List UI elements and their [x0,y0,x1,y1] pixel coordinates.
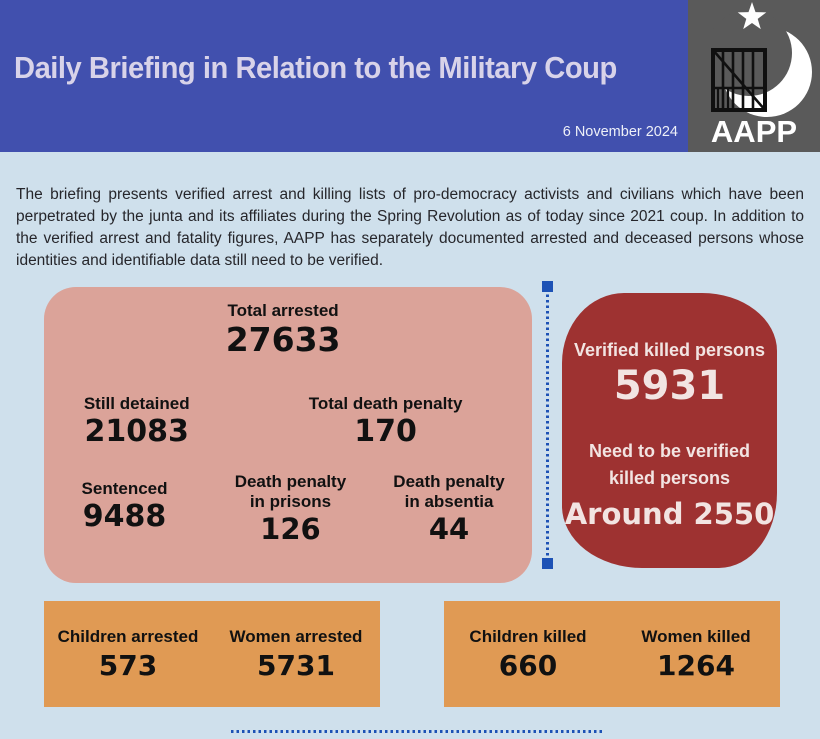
stat-value: 44 [428,512,470,547]
stat-value-need-verified-killed: Around 2550 [564,497,775,531]
stat-value: 170 [354,414,417,450]
stat-label: Women killed [641,626,751,646]
arrest-stats-panel [44,287,532,583]
stat-value: 660 [498,648,558,682]
dotted-divider-vertical [542,281,553,569]
stat-children-arrested [44,627,212,682]
stat-label: Women arrested [229,626,363,646]
crescent-star-prison-bars-icon [688,0,820,152]
stat-label: Sentenced [81,479,168,498]
stat-label: Need to be verified killed persons [588,441,751,488]
stat-label: Total arrested [227,301,339,320]
stat-value: 27633 [225,320,341,360]
stat-women-arrested [212,627,380,682]
stat-sentenced [82,479,168,533]
stat-value: 1264 [657,648,735,682]
intro-paragraph: The briefing presents verified arrest and killing lists of pro-democracy activists and civilians which have been perpetrated by the junta and its affiliates during the Spring Revolution as of today since 2021 coup. In addition to the verified arrest and fatality figures, AAPP has separately documented arrested and deceased persons whose identities and identifiable data still need to be verified. [16,186,804,269]
stat-label: Children killed [469,626,587,646]
stat-label: Verified killed persons [573,340,766,360]
stat-label: Death penalty in prisons [234,472,347,512]
stat-total-death-penalty [309,394,463,448]
dotted-divider-horizontal [231,730,603,733]
stat-value: 21083 [84,414,189,450]
stat-death-penalty-in-prisons [235,472,346,545]
killed-stats-panel [562,293,777,568]
killed-demographics-panel [444,601,780,707]
stat-value: 126 [260,512,321,547]
stat-death-penalty-in-absentia [393,472,504,545]
stat-value: 9488 [82,499,167,535]
stat-value-verified-killed: 5931 [613,363,726,409]
divider-endpoint-bottom [542,558,553,569]
stat-total-arrested [226,301,341,358]
report-date: 6 November 2024 [562,124,678,140]
stat-label: Children arrested [57,626,199,646]
page-title: Daily Briefing in Relation to the Military Coup [14,50,617,85]
stat-still-detained [84,394,190,448]
aapp-logo [688,0,820,152]
stat-value: 573 [98,648,158,682]
stat-label: Total death penalty [308,394,463,413]
stat-value: 5731 [257,648,335,682]
arrested-demographics-panel [44,601,380,707]
stat-children-killed [444,627,612,682]
stat-label: Death penalty in absentia [393,472,505,512]
stat-label: Still detained [83,394,190,413]
logo-wordmark: AAPP [710,114,798,149]
stat-women-killed [612,627,780,682]
